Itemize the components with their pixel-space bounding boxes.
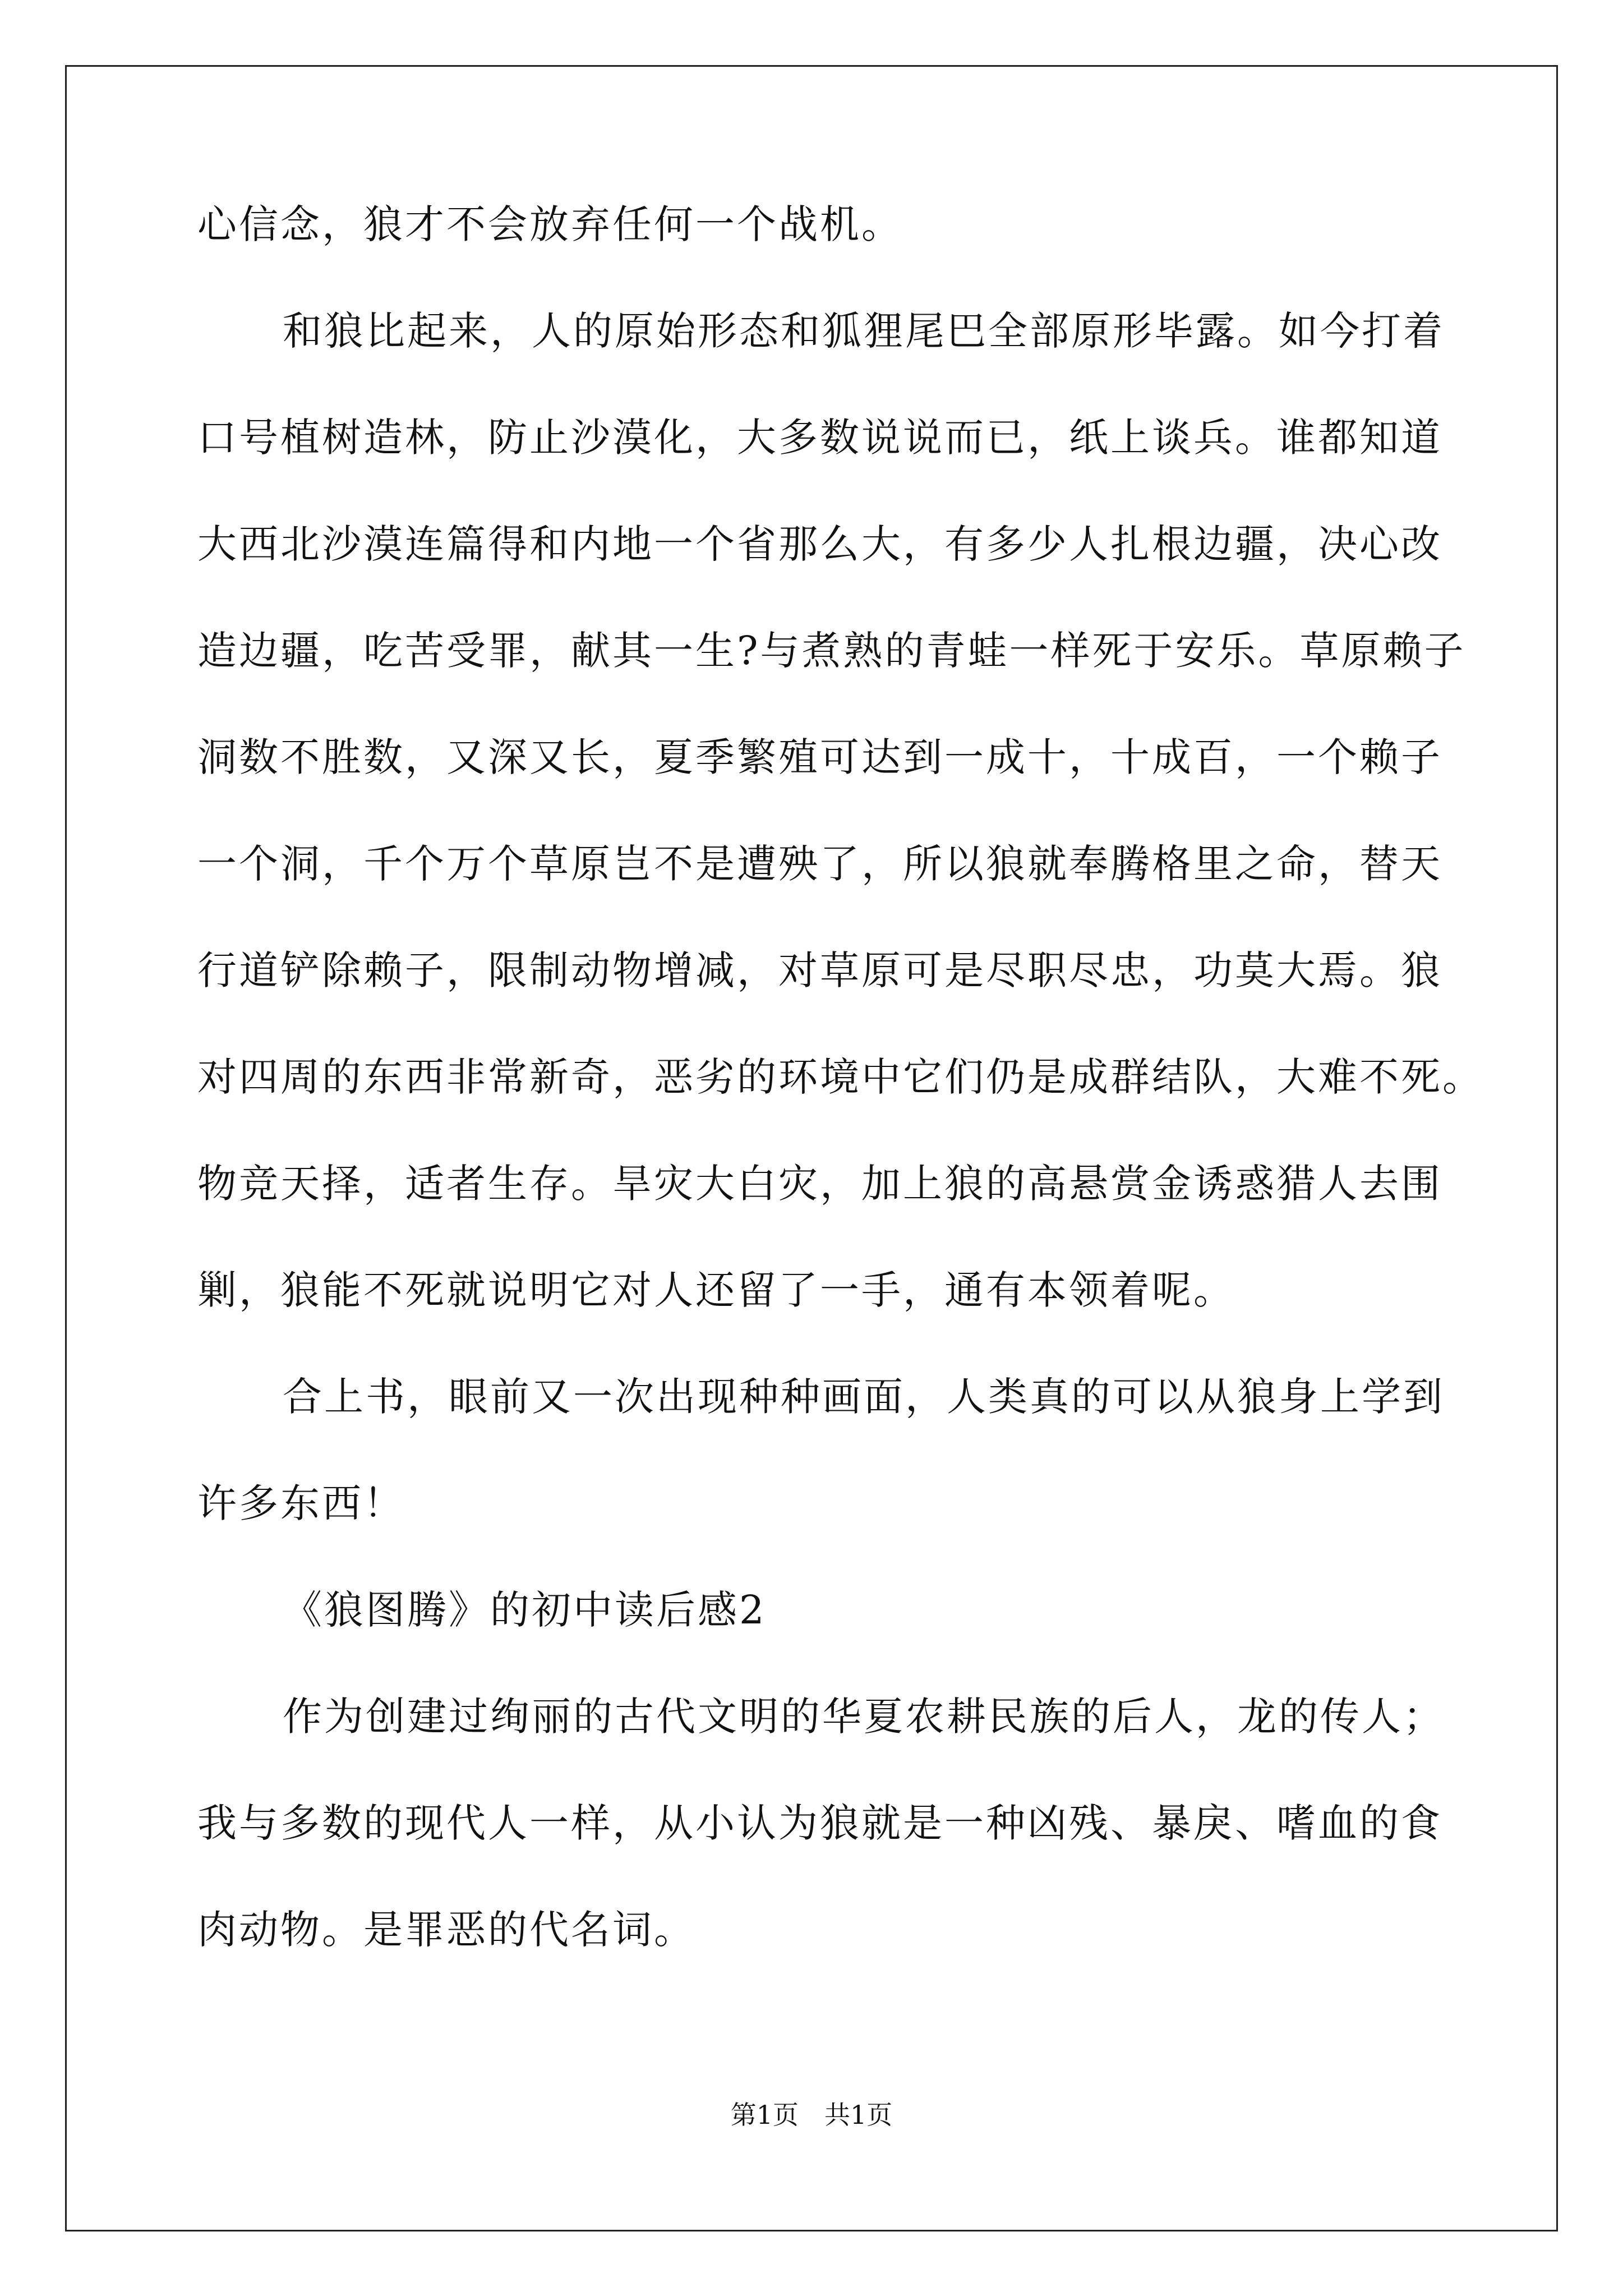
paragraph-start-line: 合上书，眼前又一次出现种种画面，人类真的可以从狼身上学到 — [283, 1374, 1445, 1420]
text-line: 造边疆，吃苦受罪，献其一生?与煮熟的青蛙一样死于安乐。草原赖子 — [197, 628, 1466, 674]
text-line: 口号植树造林，防止沙漠化，大多数说说而已，纸上谈兵。谁都知道 — [197, 415, 1442, 461]
text-line: 心信念，狼才不会放弃任何一个战机。 — [197, 201, 903, 247]
paragraph-start-line: 作为创建过绚丽的古代文明的华夏农耕民族的后人，龙的传人； — [283, 1694, 1445, 1740]
text-line: 行道铲除赖子，限制动物增减，对草原可是尽职尽忠，功莫大焉。狼 — [197, 947, 1442, 993]
text-line: 剿，狼能不死就说明它对人还留了一手，通有本领着呢。 — [197, 1267, 1235, 1313]
text-line: 物竞天择，适者生存。旱灾大白灾，加上狼的高悬赏金诱惑猎人去围 — [197, 1161, 1442, 1207]
text-line: 一个洞，千个万个草原岂不是遭殃了，所以狼就奉腾格里之命，替天 — [197, 841, 1442, 887]
text-line: 大西北沙漠连篇得和内地一个省那么大，有多少人扎根边疆，决心改 — [197, 521, 1442, 567]
text-line: 对四周的东西非常新奇，恶劣的环境中它们仍是成群结队，大难不死。 — [197, 1054, 1484, 1100]
text-line: 我与多数的现代人一样，从小认为狼就是一种凶残、暴戾、嗜血的食 — [197, 1800, 1442, 1846]
page-number-footer: 第1页 共1页 — [730, 2100, 893, 2130]
text-line: 肉动物。是罪恶的代名词。 — [197, 1907, 695, 1953]
section-heading: 《狼图腾》的初中读后感2 — [283, 1587, 767, 1633]
paragraph-start-line: 和狼比起来，人的原始形态和狐狸尾巴全部原形毕露。如今打着 — [283, 308, 1445, 354]
text-line: 洞数不胜数，又深又长，夏季繁殖可达到一成十，十成百，一个赖子 — [197, 734, 1442, 780]
text-line: 许多东西！ — [197, 1480, 405, 1526]
